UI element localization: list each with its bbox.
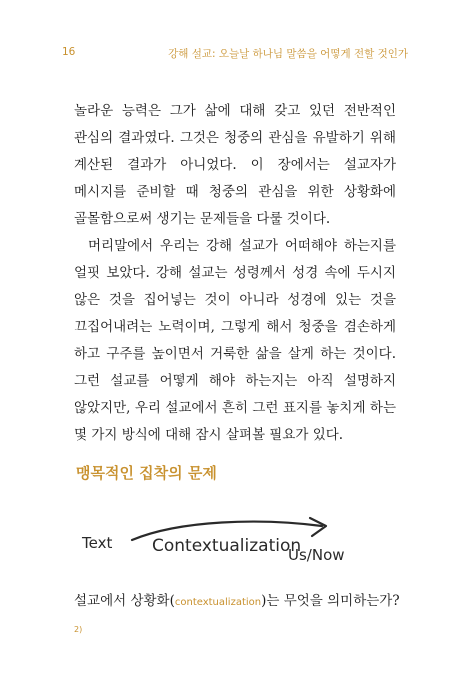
body-text xyxy=(74,98,396,449)
running-title: 강해 설교: 오늘날 하나님 말씀을 어떻게 전할 것인가 xyxy=(168,48,408,60)
diagram-contextualization-label: Contextualization xyxy=(152,536,302,556)
diagram-us-now-label: Us/Now xyxy=(288,546,345,564)
caption xyxy=(74,588,404,648)
arrow-head-icon xyxy=(310,518,326,536)
diagram-svg xyxy=(60,510,400,580)
caption-suffix: )는 무엇을 의미하는가? xyxy=(261,593,400,609)
paragraph-2: 머리말에서 우리는 강해 설교가 어떠해야 하는지를 얼핏 보았다. 강해 설교는 성령께서 성경 속에 두시지 않은 것을 집어넣는 것이 아니라 성경에 있는 것을 끄집어내려는 노력이며, 그렇게 해서 청중을 겸손하게 하고 구주를 높이면서 거룩한 삶을 살게 하는 것이다. 그런 설교를 어떻게 해야 하는지는 아직 설명하지 않았지만, 우리 설교에서 흔히 그런 표지를 놓치게 하는 몇 가지 방식에 대해 잠시 살펴볼 필요가 있다. xyxy=(74,238,396,443)
page-number: 16 xyxy=(62,46,76,58)
paragraph-1: 놀라운 능력은 그가 삶에 대해 갖고 있던 전반적인 관심의 결과였다. 그것은 청중의 관심을 유발하기 위해 계산된 결과가 아니었다. 이 장에서는 설교자가 메시지를 준비할 때 청중의 관심을 위한 상황화에 골몰함으로써 생기는 문제들을 다룰 것이다. xyxy=(74,103,396,227)
caption-english-term: contextualization xyxy=(174,597,262,608)
diagram-text-label: Text xyxy=(82,534,113,552)
contextualization-diagram xyxy=(60,510,400,580)
running-head xyxy=(62,46,408,61)
section-heading: 맹목적인 집착의 문제 xyxy=(76,464,217,482)
footnote-marker: 2) xyxy=(74,625,83,634)
caption-prefix: 설교에서 상황화( xyxy=(74,593,175,609)
